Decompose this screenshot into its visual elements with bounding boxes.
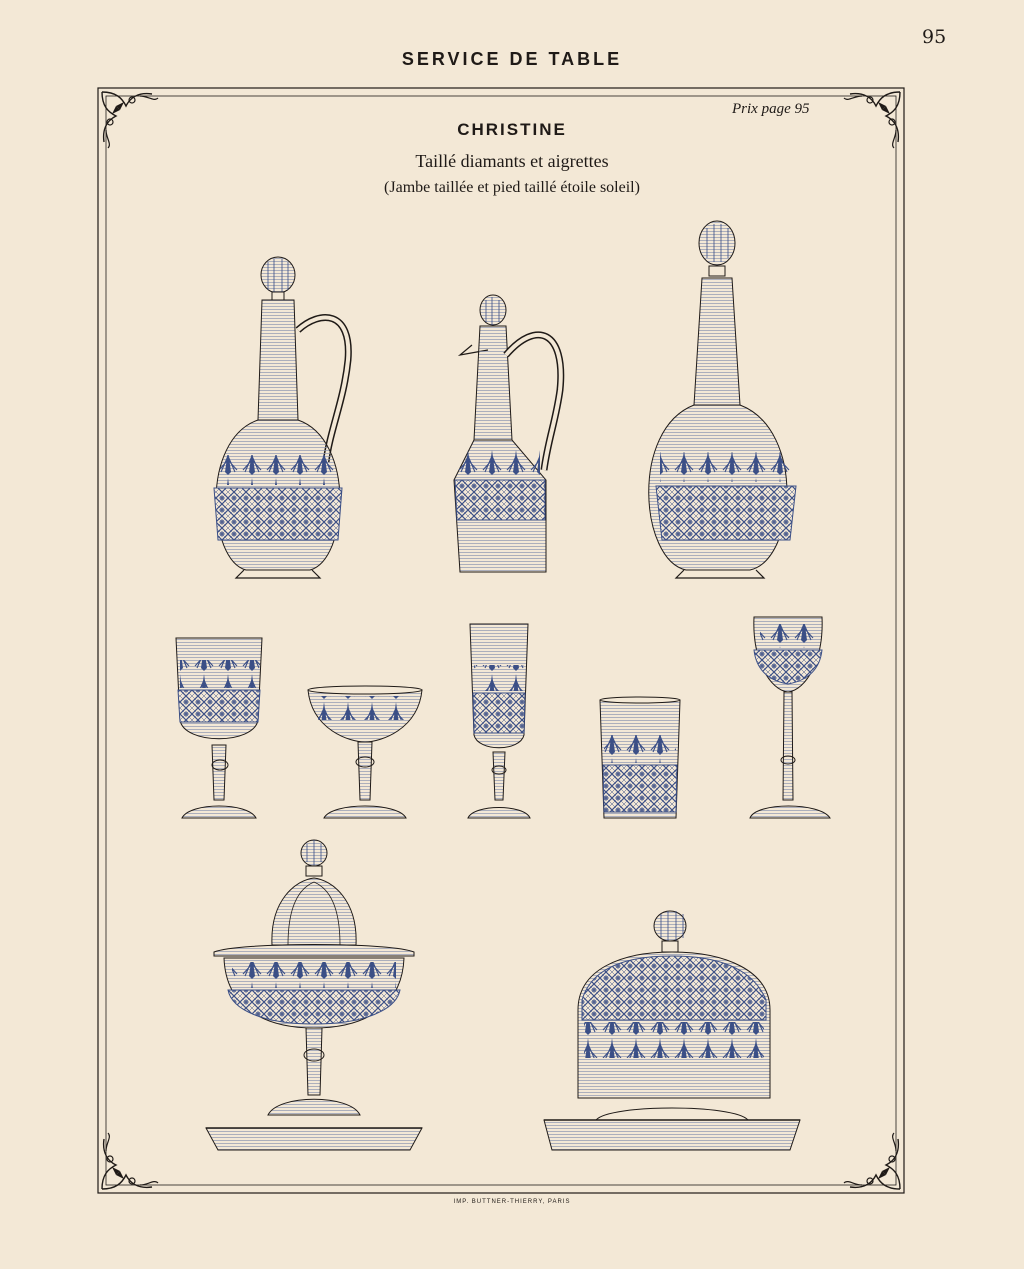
water-goblet-illustration: [176, 638, 262, 818]
running-head: SERVICE DE TABLE: [401, 49, 623, 69]
corner-ornament-bottom-left: [102, 1133, 158, 1189]
carafe-with-handle-illustration: [214, 257, 348, 578]
page-number: 95: [922, 26, 947, 48]
champagne-flute-illustration: [468, 624, 530, 818]
corner-ornament-bottom-right: [844, 1133, 900, 1189]
cheese-dome-illustration: [544, 911, 800, 1150]
covered-compote-illustration: [206, 840, 422, 1150]
plate-title: CHRISTINE: [457, 120, 567, 139]
decanter-illustration: [649, 221, 796, 578]
small-ewer-with-handle-illustration: [454, 295, 561, 572]
price-reference: Prix page 95: [732, 101, 810, 117]
plate-note: (Jambe taillée et pied taillé étoile soleil): [384, 179, 640, 196]
printer-credit: IMP. BUTTNER-THIERRY, PARIS: [453, 1199, 571, 1205]
tumbler-illustration: [600, 697, 680, 818]
plate-subtitle: Taillé diamants et aigrettes: [415, 151, 609, 171]
wine-glass-illustration: [750, 617, 830, 818]
champagne-coupe-illustration: [308, 686, 422, 818]
